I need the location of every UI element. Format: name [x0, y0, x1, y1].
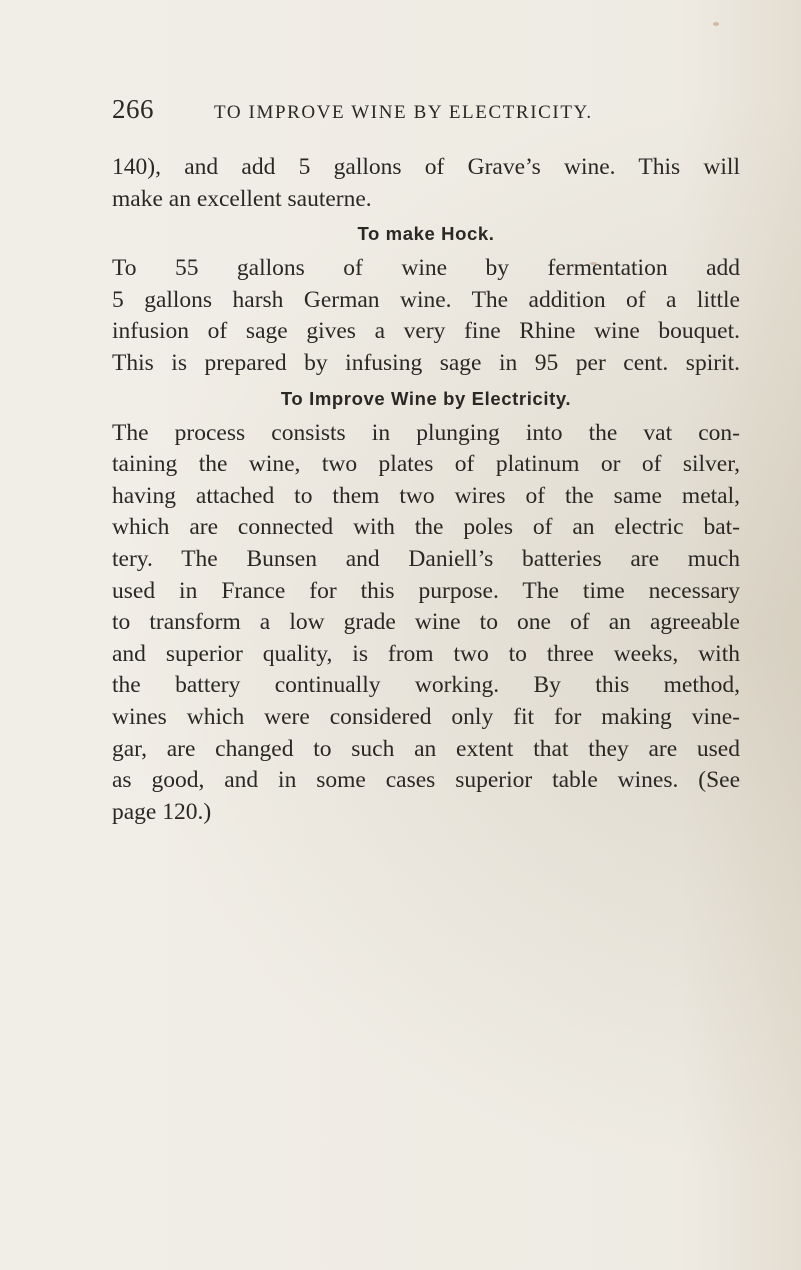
paragraph-hock: [112, 253, 740, 379]
section-heading-hock: To make Hock.: [357, 223, 495, 245]
body-text: [112, 152, 740, 828]
text-line: to transform a low grade wine to one of an agreeable: [112, 609, 740, 636]
section-heading-electricity: To Improve Wine by Electricity.: [280, 387, 572, 409]
text-line: infusion of sage gives a very fine Rhine wine bouquet.: [112, 318, 740, 345]
paragraph-electricity: [112, 418, 740, 829]
text-line: tery. The Bunsen and Daniell’s batteries are much: [112, 545, 740, 572]
text-line: page 120.): [112, 798, 212, 825]
running-head: [112, 94, 752, 130]
text-line: make an excellent sauterne.: [112, 185, 372, 212]
text-line: and superior quality, is from two to three weeks, with: [112, 640, 740, 667]
running-title: TO IMPROVE WINE BY ELECTRICITY.: [214, 102, 593, 123]
page-number: 266: [112, 94, 154, 124]
text-line: This is prepared by infusing sage in 95 per cent. spirit.: [112, 349, 740, 376]
text-line: taining the wine, two plates of platinum or of silver,: [112, 451, 740, 478]
paper-speck: [713, 22, 719, 26]
text-line: wines which were considered only fit for making vine-: [112, 703, 740, 730]
text-line: 140), and add 5 gallons of Grave’s wine. This will: [112, 154, 740, 180]
text-line: gar, are changed to such an extent that they are used: [112, 735, 740, 762]
text-line: The process consists in plunging into the vat con-: [112, 419, 740, 446]
text-line: which are connected with the poles of an electric bat-: [112, 514, 740, 541]
text-line: used in France for this purpose. The time necessary: [112, 577, 740, 604]
text-line: as good, and in some cases superior table wines. (See: [112, 767, 740, 794]
text-line: having attached to them two wires of the same metal,: [112, 482, 740, 509]
text-line: To 55 gallons of wine by fermentation add: [112, 255, 740, 282]
text-line: 5 gallons harsh German wine. The addition of a little: [112, 286, 740, 313]
text-line: the battery continually working. By this method,: [112, 672, 740, 699]
paragraph-sauterne: [112, 152, 740, 215]
